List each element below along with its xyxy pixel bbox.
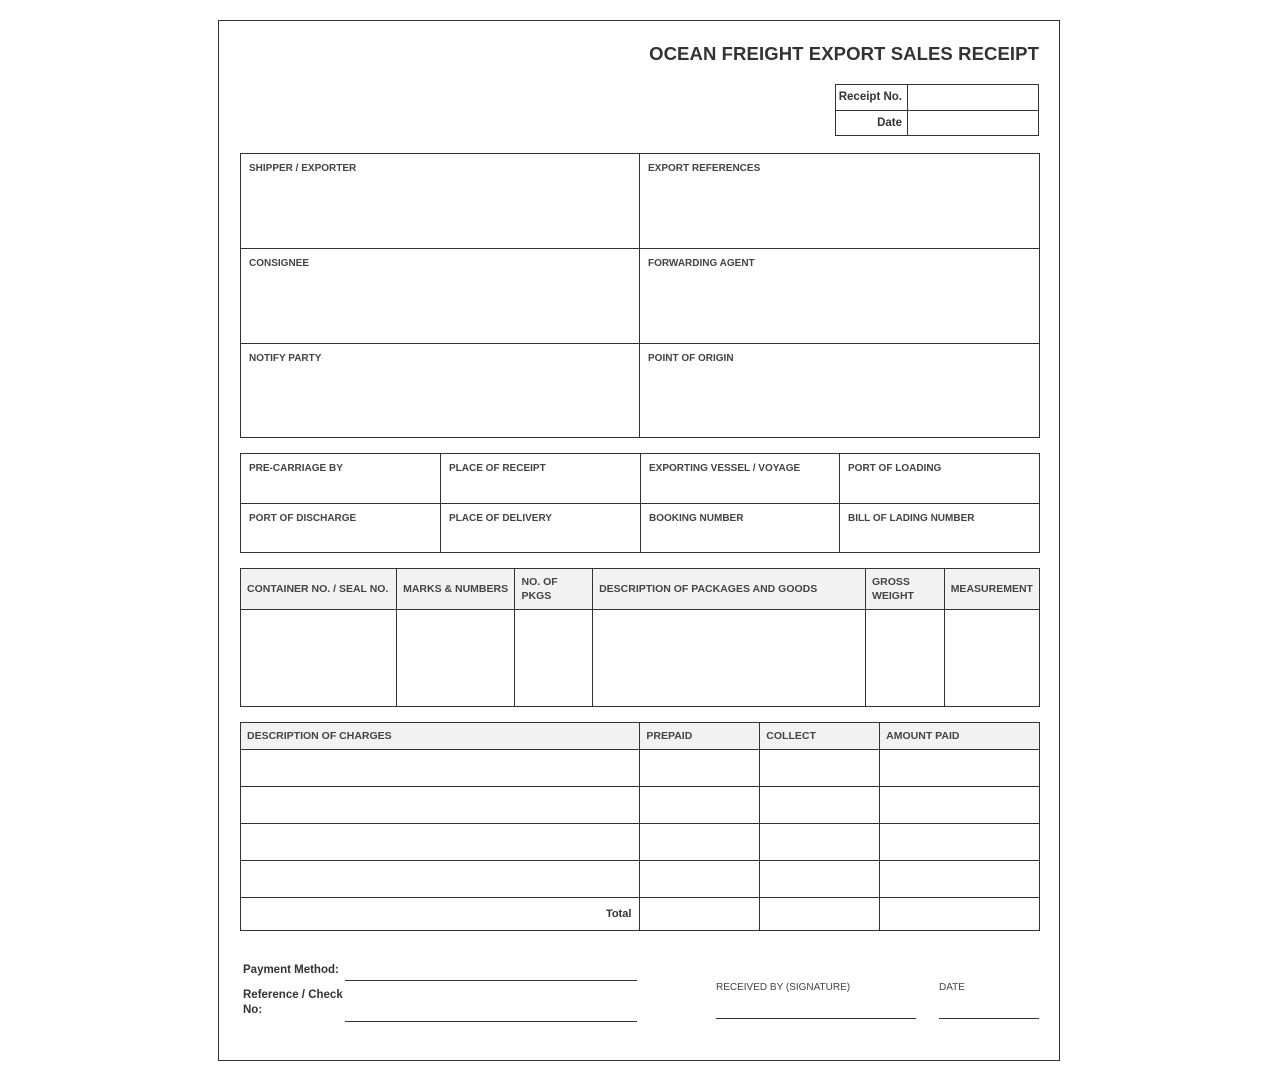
container-cell[interactable]: [241, 610, 397, 707]
date-row: [836, 110, 1038, 135]
notify-party-field[interactable]: [241, 344, 640, 437]
collect-cell[interactable]: [760, 861, 880, 898]
charges-header-row: [241, 723, 1040, 750]
shipper-exporter-field[interactable]: [241, 154, 640, 249]
table-row: [241, 787, 1040, 824]
field-label: EXPORT REFERENCES: [648, 163, 761, 174]
measurement-cell[interactable]: [944, 610, 1039, 707]
prepaid-cell[interactable]: [640, 787, 760, 824]
date-field[interactable]: [908, 111, 1038, 135]
signature-line[interactable]: [716, 1018, 916, 1019]
field-label: SHIPPER / EXPORTER: [249, 163, 357, 174]
export-references-field[interactable]: [640, 154, 1039, 249]
column-header: MEASUREMENT: [944, 569, 1039, 610]
receipt-meta-box: [835, 84, 1039, 136]
column-header: CONTAINER NO. / SEAL NO.: [241, 569, 397, 610]
column-header: AMOUNT PAID: [880, 723, 1040, 750]
table-row: [241, 610, 1040, 707]
charge-description-cell[interactable]: [241, 861, 640, 898]
field-label: PORT OF DISCHARGE: [249, 513, 357, 524]
pre-carriage-field[interactable]: [241, 454, 441, 504]
reference-check-label: Reference / Check No:: [243, 989, 343, 1016]
column-header: COLLECT: [760, 723, 880, 750]
place-of-receipt-field[interactable]: [441, 454, 641, 504]
amount-paid-cell[interactable]: [880, 824, 1040, 861]
column-header: MARKS & NUMBERS: [397, 569, 515, 610]
table-row: [241, 750, 1040, 787]
port-of-discharge-field[interactable]: [241, 504, 441, 552]
total-row: [241, 898, 1040, 931]
date-label: Date: [836, 111, 908, 135]
shipping-grid: [240, 453, 1040, 553]
parties-grid: [240, 153, 1040, 438]
payment-method-label: Payment Method:: [243, 964, 339, 976]
prepaid-cell[interactable]: [640, 824, 760, 861]
field-label: BILL OF LADING NUMBER: [848, 513, 975, 524]
field-label: PLACE OF RECEIPT: [449, 463, 546, 474]
field-label: PRE-CARRIAGE BY: [249, 463, 343, 474]
table-row: [241, 824, 1040, 861]
document-title: OCEAN FREIGHT EXPORT SALES RECEIPT: [649, 43, 1039, 64]
field-label: PLACE OF DELIVERY: [449, 513, 552, 524]
amount-paid-cell[interactable]: [880, 861, 1040, 898]
gross-weight-cell[interactable]: [865, 610, 944, 707]
forwarding-agent-field[interactable]: [640, 249, 1039, 344]
receipt-no-field[interactable]: [908, 85, 1038, 110]
total-collect-cell[interactable]: [760, 898, 880, 931]
booking-number-field[interactable]: [641, 504, 840, 552]
receipt-form: [218, 20, 1060, 1061]
port-of-loading-field[interactable]: [840, 454, 1039, 504]
charge-description-cell[interactable]: [241, 787, 640, 824]
charge-description-cell[interactable]: [241, 824, 640, 861]
amount-paid-cell[interactable]: [880, 787, 1040, 824]
charges-table: [240, 722, 1040, 931]
collect-cell[interactable]: [760, 824, 880, 861]
collect-cell[interactable]: [760, 750, 880, 787]
prepaid-cell[interactable]: [640, 750, 760, 787]
collect-cell[interactable]: [760, 787, 880, 824]
payment-method-line[interactable]: [345, 980, 637, 981]
total-label: Total: [241, 898, 640, 931]
description-cell[interactable]: [593, 610, 866, 707]
total-amount-paid-cell[interactable]: [880, 898, 1040, 931]
consignee-field[interactable]: [241, 249, 640, 344]
footer-date-line[interactable]: [939, 1018, 1039, 1019]
column-header: NO. OF PKGS: [515, 569, 593, 610]
bill-of-lading-field[interactable]: [840, 504, 1039, 552]
point-of-origin-field[interactable]: [640, 344, 1039, 437]
place-of-delivery-field[interactable]: [441, 504, 641, 552]
field-label: EXPORTING VESSEL / VOYAGE: [649, 463, 801, 474]
prepaid-cell[interactable]: [640, 861, 760, 898]
received-by-label: RECEIVED BY (SIGNATURE): [716, 982, 851, 993]
amount-paid-cell[interactable]: [880, 750, 1040, 787]
total-prepaid-cell[interactable]: [640, 898, 760, 931]
field-label: NOTIFY PARTY: [249, 353, 322, 364]
column-header: PREPAID: [640, 723, 760, 750]
receipt-no-label: Receipt No.: [836, 85, 908, 110]
field-label: BOOKING NUMBER: [649, 513, 744, 524]
field-label: FORWARDING AGENT: [648, 258, 755, 269]
field-label: CONSIGNEE: [249, 258, 310, 269]
footer-date-label: DATE: [939, 982, 965, 993]
goods-header-row: [241, 569, 1040, 610]
marks-cell[interactable]: [397, 610, 515, 707]
column-header: GROSS WEIGHT: [865, 569, 944, 610]
reference-check-line[interactable]: [345, 1021, 637, 1022]
field-label: PORT OF LOADING: [848, 463, 942, 474]
pkgs-cell[interactable]: [515, 610, 593, 707]
column-header: DESCRIPTION OF CHARGES: [241, 723, 640, 750]
field-label: POINT OF ORIGIN: [648, 353, 734, 364]
column-header: DESCRIPTION OF PACKAGES AND GOODS: [593, 569, 866, 610]
charge-description-cell[interactable]: [241, 750, 640, 787]
exporting-vessel-field[interactable]: [641, 454, 840, 504]
table-row: [241, 861, 1040, 898]
receipt-no-row: [836, 85, 1038, 110]
goods-table: [240, 568, 1040, 707]
